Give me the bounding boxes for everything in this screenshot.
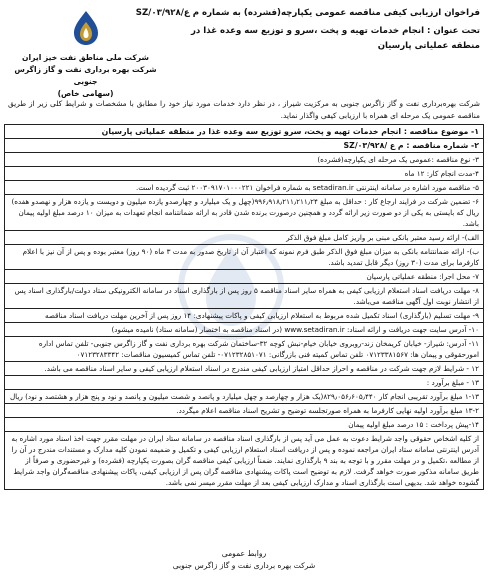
table-row: ۲- شماره مناقصه : م ع /۹۲۸/SZ/۰۳ — [5, 139, 483, 153]
footer-line-1: روابط عمومی — [221, 549, 267, 558]
header — [0, 0, 488, 96]
table-row: ۷- محل اجرا: منطقه عملیاتی پارسیان — [5, 270, 483, 284]
table-row: ۴-مدت انجام کار: ۱۲ ماه — [5, 167, 483, 181]
organization-block — [8, 10, 163, 100]
table-row: ۱۳ - مبلغ برآورد : — [5, 376, 483, 390]
footer-line-2: شرکت بهره برداری نفت و گاز زاگرس جنوبی — [172, 561, 316, 570]
table-row: ۱۱- آدرس: شیراز- خیابان کریمخان زند-روبروی خیابان خیام-نبش کوچه ۳۲-ساختمان شرکت بهره برداری نفت و گاز زاگرس جنوبی- تلفن تماس اداره امورحقوقی و پیمان ها: ۰۷۱۲۳۳۸۱۵۶۷ تلفن تماس کمیته فنی بازرگانی: ۰۷۱۲۳۲۸۵۱۰۷۱- تلفن تماس کمیسیون مناقصات: ۰۷۱۲۳۲۸۳۳۴۲ — [5, 337, 483, 362]
conditions-table — [4, 124, 484, 490]
table-row: ۸- مهلت دریافت اسناد استعلام ارزیابی کیفی به همراه سایر اسناد مناقصه ۵ روز پس از بارگذاری اسناد در سامانه الکترونیکی ستاد دولت/بارگذاری اسناد پس از انتشار نوبت اول آگهی مناقصه می‌باشد. — [5, 284, 483, 309]
table-row: ۶- تضمین شرکت در فرایند ارجاع کار : حداقل به مبلغ ۹۹۶٫۹۱۸٫۲۱۱٫۲۱۱٫۲۴(چهل و یک میلیارد و چهارصدو یازده میلیون و دویست و یازده هزار و نهصدو هفده) ریال که بایستی به یکی از دو صورت زیر ارائه گردد و همچنین درصورت برنده شدن قادر به ارائه ضمانتنامه انجام تعهدات به میزان ۱۰ درصد مبلغ اولیه پیمان باشد. — [5, 195, 483, 231]
table-row: الف)- ارائه رسید معتبر بانکی مبنی بر واریز کامل مبلغ فوق الذکر — [5, 231, 483, 245]
table-row: ۳- نوع مناقصه :عمومی یک مرحله ای یکپارچه(فشرده) — [5, 153, 483, 167]
table-row: ۱-۱۳ مبلغ برآورد تقریبی انجام کار ۸۲۹٫۰۵۶٫۶۰۵٫۴۴۰(یک هزار و چهارصد و چهل میلیارد و پانصد و شصت میلیون و پانصد و نود و پنج هزار و هشتصد و نود) ریال — [5, 390, 483, 404]
org-name-1: شرکت ملی مناطق نفت خیز ایران — [22, 53, 149, 62]
table-row: ۱- موضوع مناقصه : انجام خدمات تهیه و پخت، سرو توزیع سه وعده غذا در منطقه عملیاتی پارسیان — [5, 125, 483, 139]
table-row: از کلیه اشخاص حقوقی واجد شرایط دعوت به عمل می آید پس از بارگذاری اسناد مناقصه در سامانه ستاد ایران در مهلت مقرر جهت اخذ اسناد مورد اشاره به آدرس اینترنتی سامانه ستاد ایران مراجعه نموده و پس از دریافت اسناد استعلام ارزیابی کیفی و تکمیل و ضمیمه نمودن کلیه مدارک و مستندات مندرج در آن را از مطالعه ،تکمیل و در مهلت مقرر و با توجه به بند ۹ بارگذاری نمایند. ضمناً ارزیابی کیفی مناقصه گران بصورت یکپارچه (فشرده) و غیرحضوری و صرفاً از طریق سامانه مذکور صورت خواهد گرفت. لازم به توضیح است پاکات پیشنهادی مناقصه گران پس از ارزیابی کیفی، پاکات پیشنهادی مناقصه‌گران واجد شرایط گشوده خواهد شد. بدیهی است بارگذاری اسناد و مدارک ارزیابی کیفی بعد از مهلت مقرر میسر نمی باشد. — [11, 434, 479, 487]
footer-signature — [0, 548, 488, 572]
table-row: ۵- مناقصه مورد اشاره در سامانه اینترنتی setadiran.ir به شماره فراخوان ۲۰۰۳۰۹۱۷۰۱۰۰۰۲۲۱ ثبت گردیده است. — [5, 181, 483, 195]
table-row: ۹- مهلت تسلیم (بارگذاری) اسناد تکمیل شده مربوط به استعلام ارزیابی کیفی و پاکات پیشنهادی: ۱۴ روز پس از آخرین مهلت دریافت اسناد مناقصه — [5, 309, 483, 323]
table-row: ب)- ارائه ضمانتنامه بانکی به میزان مبلغ فوق الذکر طبق فرم نمونه که اعتبار آن از تاریخ صدور به مدت ۳ ماه (۹۰ روز) معتبر بوده و پس از آن نیز با اعلام کارفرما برای مدت (۳۰ روز) دیگر قابل تمدید باشد. — [5, 245, 483, 270]
org-name-2: شرکت بهره برداری نفت و گاز زاگرس جنوبی — [14, 65, 157, 86]
table-row: ۱۴-پیش پرداخت : ۱۵ درصد مبلغ اولیه پیمان — [5, 418, 483, 432]
title-line-1: فراخوان ارزیابی کیفی مناقصه عمومی یکپارچه(فشرده) به شماره م ع/۹۲۸/SZ/۰۳ — [135, 8, 480, 18]
table-row: ۱۰- آدرس سایت جهت دریافت و ارائه اسناد: www.setadiran.ir (در اسناد مناقصه به اختصار (سامانه ستاد) نامیده میشود) — [5, 323, 483, 337]
company-logo-icon — [70, 10, 102, 46]
table-row: ۱۳-۲ مبلغ برآورد اولیه نهایی کارفرما به همراه صورتجلسه توضیح و تشریح اسناد مناقصه اعلام میگردد. — [5, 404, 483, 418]
announcement-title — [135, 6, 480, 54]
title-line-2: تحت عنوان : انجام خدمات تهیه و پخت ،سرو و توزیع سه وعده غذا در منطقه عملیاتی پارسیان — [190, 26, 480, 51]
org-name-3: (سهامی خاص) — [57, 89, 114, 98]
table-row: ۱۲ - شرایط لازم جهت شرکت در مناقصه و احراز حداقل امتیاز ارزیابی کیفی مندرج در اسناد استعلام ارزیابی کیفی و سایر اسناد مناقصه می باشد. — [5, 362, 483, 376]
intro-paragraph: شرکت بهره‌برداری نفت و گاز زاگرس جنوبی به مرکزیت شیراز ، در نظر دارد خدمات مورد نیاز خود را مطابق با مشخصات و شرایط کلی زیر از طریق مناقصه عمومی یک مرحله ای همراه با ارزیابی کیفی واگذار نماید. — [8, 99, 480, 120]
